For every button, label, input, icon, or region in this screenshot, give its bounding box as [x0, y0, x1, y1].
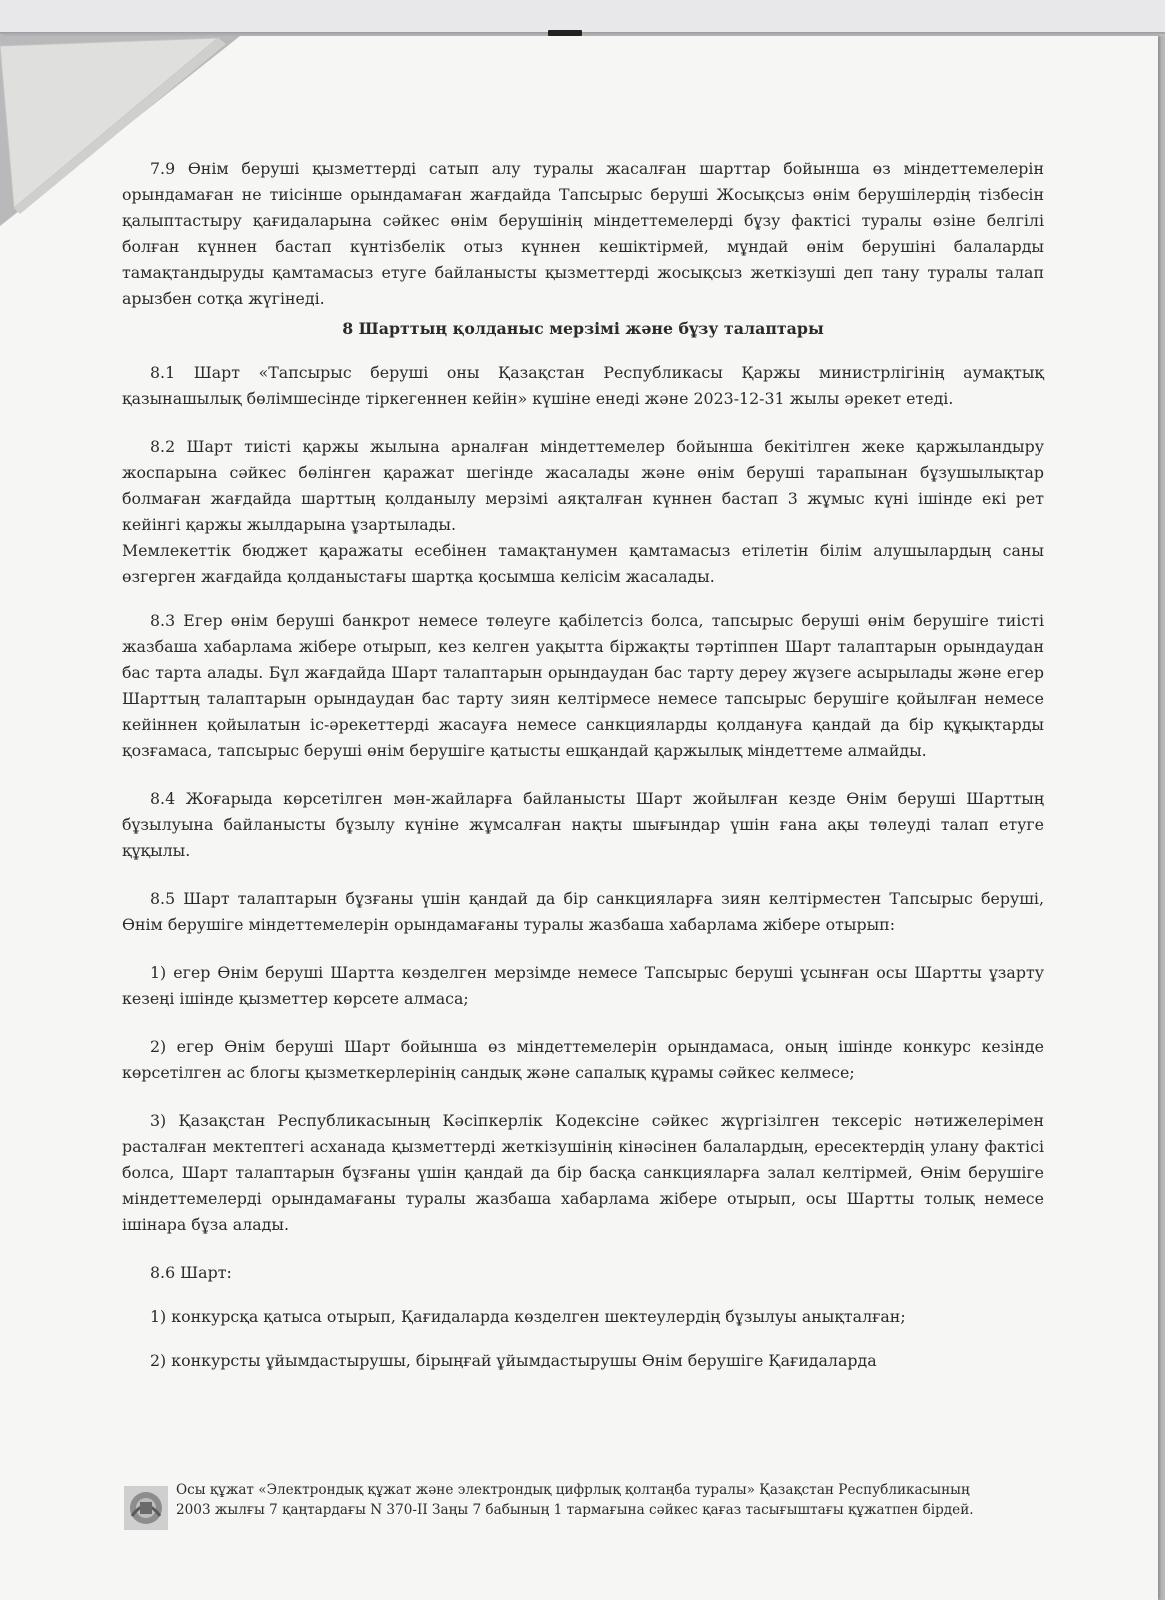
clause-8-5: 8.5 Шарт талаптарын бұзғаны үшін қандай да бір санкцияларға зиян келтірместен Тапсырыс беруші, Өнім берушіге міндеттемелерін орындамағаны туралы жазбаша хабарлама жібере отырып:: [122, 889, 1044, 934]
clause-8-1: 8.1 Шарт «Тапсырыс беруші оны Қазақстан Республикасы Қаржы министрлігінің аумақтық қазынашылық бөлімшесінде тіркегеннен кейін» күшіне енеді және 2023-12-31 жылы әрекет етеді.: [122, 363, 1044, 408]
clause-8-6: 8.6 Шарт:: [150, 1263, 232, 1282]
clause-8-4: 8.4 Жоғарыда көрсетілген мән-жайларға байланысты Шарт жойылған кезде Өнім беруші Шарттың бұзылуына байланысты бұзылу күніне жұмсалған нақты шығындар үшін ғана ақы төлеуді талап етуге құқылы.: [122, 789, 1044, 860]
scanner-top-edge: [0, 0, 1165, 36]
clause-8-3: 8.3 Егер өнім беруші банкрот немесе төлеуге қабілетсіз болса, тапсырыс беруші өнім берушіге тиісті жазбаша хабарлама жібере отырып, кез келген уақытта біржақты тәртіппен Шарт талаптарын орындаудан бас тарта алады. Бұл жағдайда Шарт талаптарын орындаудан бас тарту дереу жүзеге асырылады және егер Шарттың талаптарын орындаудан бас тарту зиян келтірмесе немесе тапсырыс берушіге қойылған немесе кейіннен қойылатын іс-әрекеттерді жасауға немесе санкцияларды қолдануға қандай да бір құқықтарды қозғамаса, тапсырыс беруші өнім берушіге қатысты ешқандай қаржылық міндеттеме алмайды.: [122, 611, 1044, 760]
clause-7-9: 7.9 Өнім беруші қызметтерді сатып алу туралы жасалған шарттар бойынша өз міндеттемелерін орындамаған не тиісінше орындамаған жағдайда Тапсырыс беруші Жосықсыз өнім берушілердің тізбесін қалыптастыру қағидаларына сәйкес өнім берушінің міндеттемелерді бұзу фактісі туралы өзіне белгілі болған күннен бастап күнтізбелік отыз күннен кешіктірмей, мұндай өнім берушіні балаларды тамақтандыруды қамтамасыз етуге байланысты қызметтерді жосықсыз жеткізуші деп тану туралы талап арызбен сотқа жүгінеді.: [122, 159, 1044, 308]
clause-8-5-item-2: 2) егер Өнім беруші Шарт бойынша өз міндеттемелерін орындамаса, оның ішінде конкурс кезінде көрсетілген ас блогы қызметкерлерінің сандық және сапалық құрамы сәйкес келмесе;: [122, 1037, 1044, 1082]
footer-notice: Осы құжат «Электрондық құжат және электрондық цифрлық қолтаңба туралы» Қазақстан Республикасының 2003 жылғы 7 қаңтардағы N 370-II Заңы 7 бабының 1 тармағына сәйкес қағаз тасығыштағы құжатпен бірдей.: [176, 1482, 974, 1518]
clause-8-5-item-1: 1) егер Өнім беруші Шартта көзделген мерзімде немесе Тапсырыс беруші ұсынған осы Шартты ұзарту кезеңі ішінде қызметтер көрсете алмаса;: [122, 963, 1044, 1008]
clause-8-6-item-1: 1) конкурсқа қатыса отырып, Қағидаларда көзделген шектеулердің бұзылуы анықталған;: [150, 1307, 906, 1326]
clause-8-2-addendum: Мемлекеттік бюджет қаражаты есебінен тамақтанумен қамтамасыз етілетін білім алушылардың саны өзгерген жағдайда қолданыстағы шартқа қосымша келісім жасалады.: [122, 541, 1044, 586]
staple: [548, 30, 582, 36]
section-8-heading: 8 Шарттың қолданыс мерзімі және бұзу талаптары: [342, 319, 824, 338]
clause-8-2: 8.2 Шарт тиісті қаржы жылына арналған міндеттемелер бойынша бекітілген жеке қаржыландыру жоспарына сәйкес бөлінген қаражат шегінде жасалады және өнім беруші тарапынан бұзушылықтар болмаған жағдайда шарттың қолданылу мерзімі аяқталған күннен бастап 3 жұмыс күні ішінде екі рет кейінгі қаржы жылдарына ұзартылады.: [122, 437, 1044, 534]
clause-8-6-item-2: 2) конкурсты ұйымдастырушы, бірыңғай ұйымдастырушы Өнім берушіге Қағидаларда: [150, 1351, 877, 1370]
qr-stamp-icon: [124, 1486, 168, 1530]
document-body: [122, 156, 1044, 1374]
clause-8-5-item-3: 3) Қазақстан Республикасының Кәсіпкерлік Кодексіне сәйкес жүргізілген тексеріс нәтижелерімен расталған мектептегі асханада қызметтерді жеткізушінің кінәсінен балалардың, ересектердің улану фактісі болса, Шарт талаптарын бұзғаны үшін қандай да бір басқа санкцияларға залал келтірмей, Өнім берушіге міндеттемелерді орындамағаны туралы жазбаша хабарлама жібере отырып, осы Шартты толық немесе ішінара бұза алады.: [122, 1111, 1044, 1234]
